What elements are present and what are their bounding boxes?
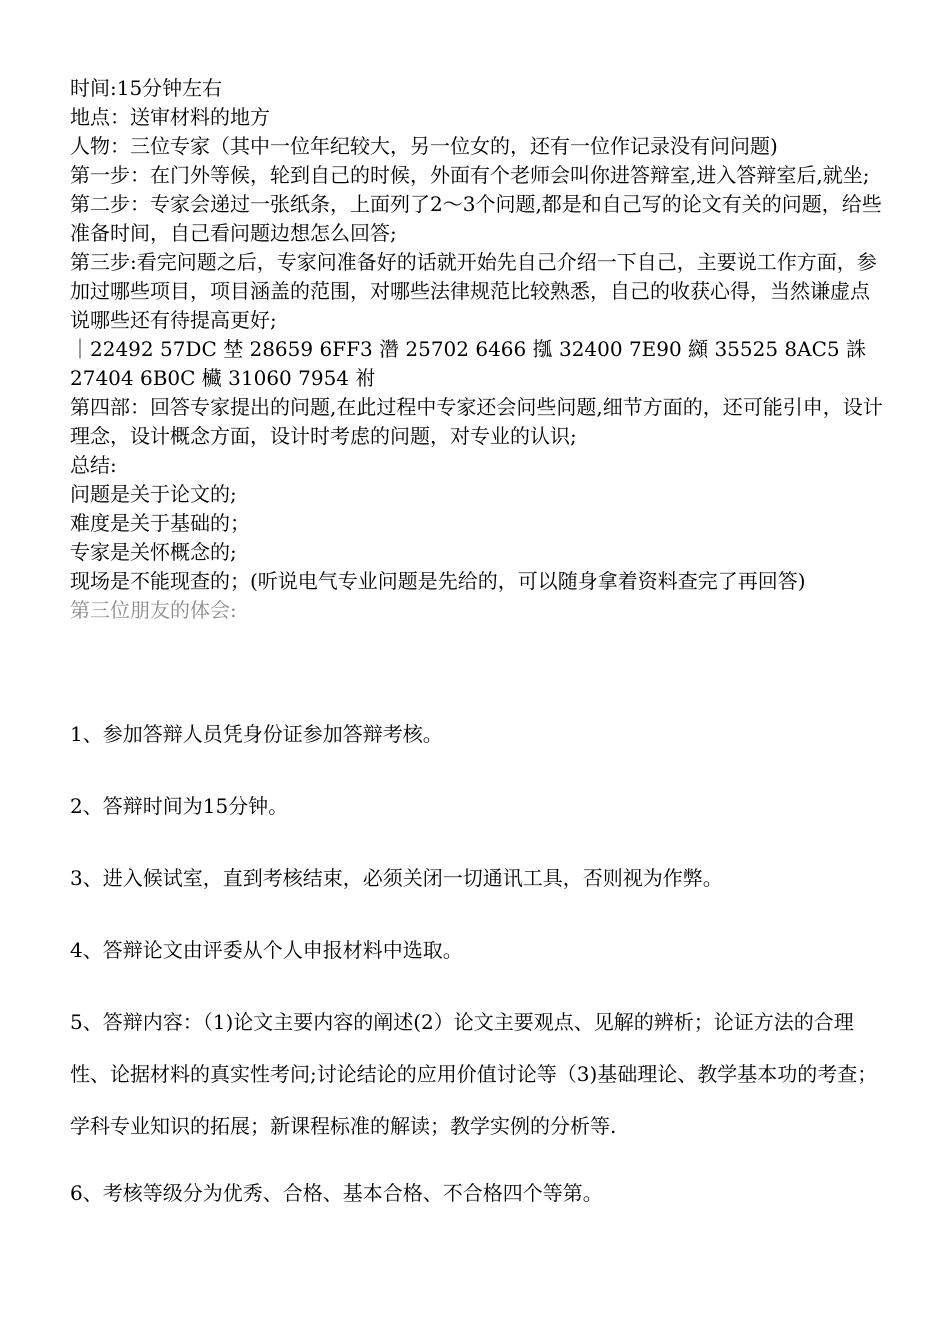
summary-item: 难度是关于基础的； — [70, 511, 250, 535]
rule-text: 2、答辩时间为15分钟。 — [70, 794, 289, 818]
rule-text: 1、参加答辩人员凭身份证参加答辩考核。 — [70, 722, 443, 746]
summary-item: 专家是关怀概念的; — [70, 540, 237, 564]
people-line: 人物：三位专家（其中一位年纪较大，另一位女的，还有一位作记录没有问问题) — [70, 134, 778, 158]
rule-item — [70, 1167, 885, 1219]
summary-item: 问题是关于论文的; — [70, 482, 237, 506]
section-title: 第三位朋友的体会: — [70, 598, 237, 622]
rule-item — [70, 708, 885, 760]
rule-item — [70, 852, 885, 904]
rule-text: 6、考核等级分为优秀、合格、基本合格、不合格四个等第。 — [70, 1181, 603, 1205]
summary-heading: 总结: — [70, 453, 117, 477]
summary-item: 现场是不能现查的；(听说电气专业问题是先给的，可以随身拿着资料查完了再回答) — [70, 569, 806, 593]
rule-item — [70, 996, 885, 1152]
garbled-code-line: ｜22492 57DC 埜 28659 6FF3 濳 25702 6466 摦 32400 7E90 纐 35525 8AC5 誅 27404 6B0C 欌 31060 7954 祔 — [70, 337, 866, 390]
rule-text: 3、进入候试室，直到考核结束，必须关闭一切通讯工具，否则视为作弊。 — [70, 866, 723, 890]
rule-text: 5、答辩内容：（1)论文主要内容的阐述(2）论文主要观点、见解的辨析；论证方法的合理性、论据材料的真实性考问;讨论结论的应用价值讨论等（3)基础理论、教学基本功的考查；学科专业知识的拓展；新课程标准的解读；教学实例的分析等. — [70, 1010, 878, 1138]
location-line: 地点：送审材料的地方 — [70, 105, 270, 129]
step-four-line: 第四部：回答专家提出的问题,在此过程中专家还会问些问题,细节方面的，还可能引申，设计理念，设计概念方面，设计时考虑的问题，对专业的认识; — [70, 395, 883, 448]
interview-notes — [70, 74, 885, 625]
rule-item — [70, 780, 885, 832]
step-two-line: 第二步：专家会递过一张纸条，上面列了2～3个问题,都是和自己写的论文有关的问题，给些准备时间，自己看问题边想怎么回答; — [70, 192, 882, 245]
time-line: 时间:15分钟左右 — [70, 76, 223, 100]
rule-item — [70, 924, 885, 976]
rule-text: 4、答辩论文由评委从个人申报材料中选取。 — [70, 938, 463, 962]
step-one-line: 第一步：在门外等候，轮到自己的时候，外面有个老师会叫你进答辩室,进入答辩室后,就坐; — [70, 163, 870, 187]
step-three-line: 第三步:看完问题之后，专家问准备好的话就开始先自己介绍一下自己，主要说工作方面，参加过哪些项目，项目涵盖的范围，对哪些法律规范比较熟悉，自己的收获心得，当然谦虚点说哪些还有待提高更好; — [70, 250, 877, 332]
